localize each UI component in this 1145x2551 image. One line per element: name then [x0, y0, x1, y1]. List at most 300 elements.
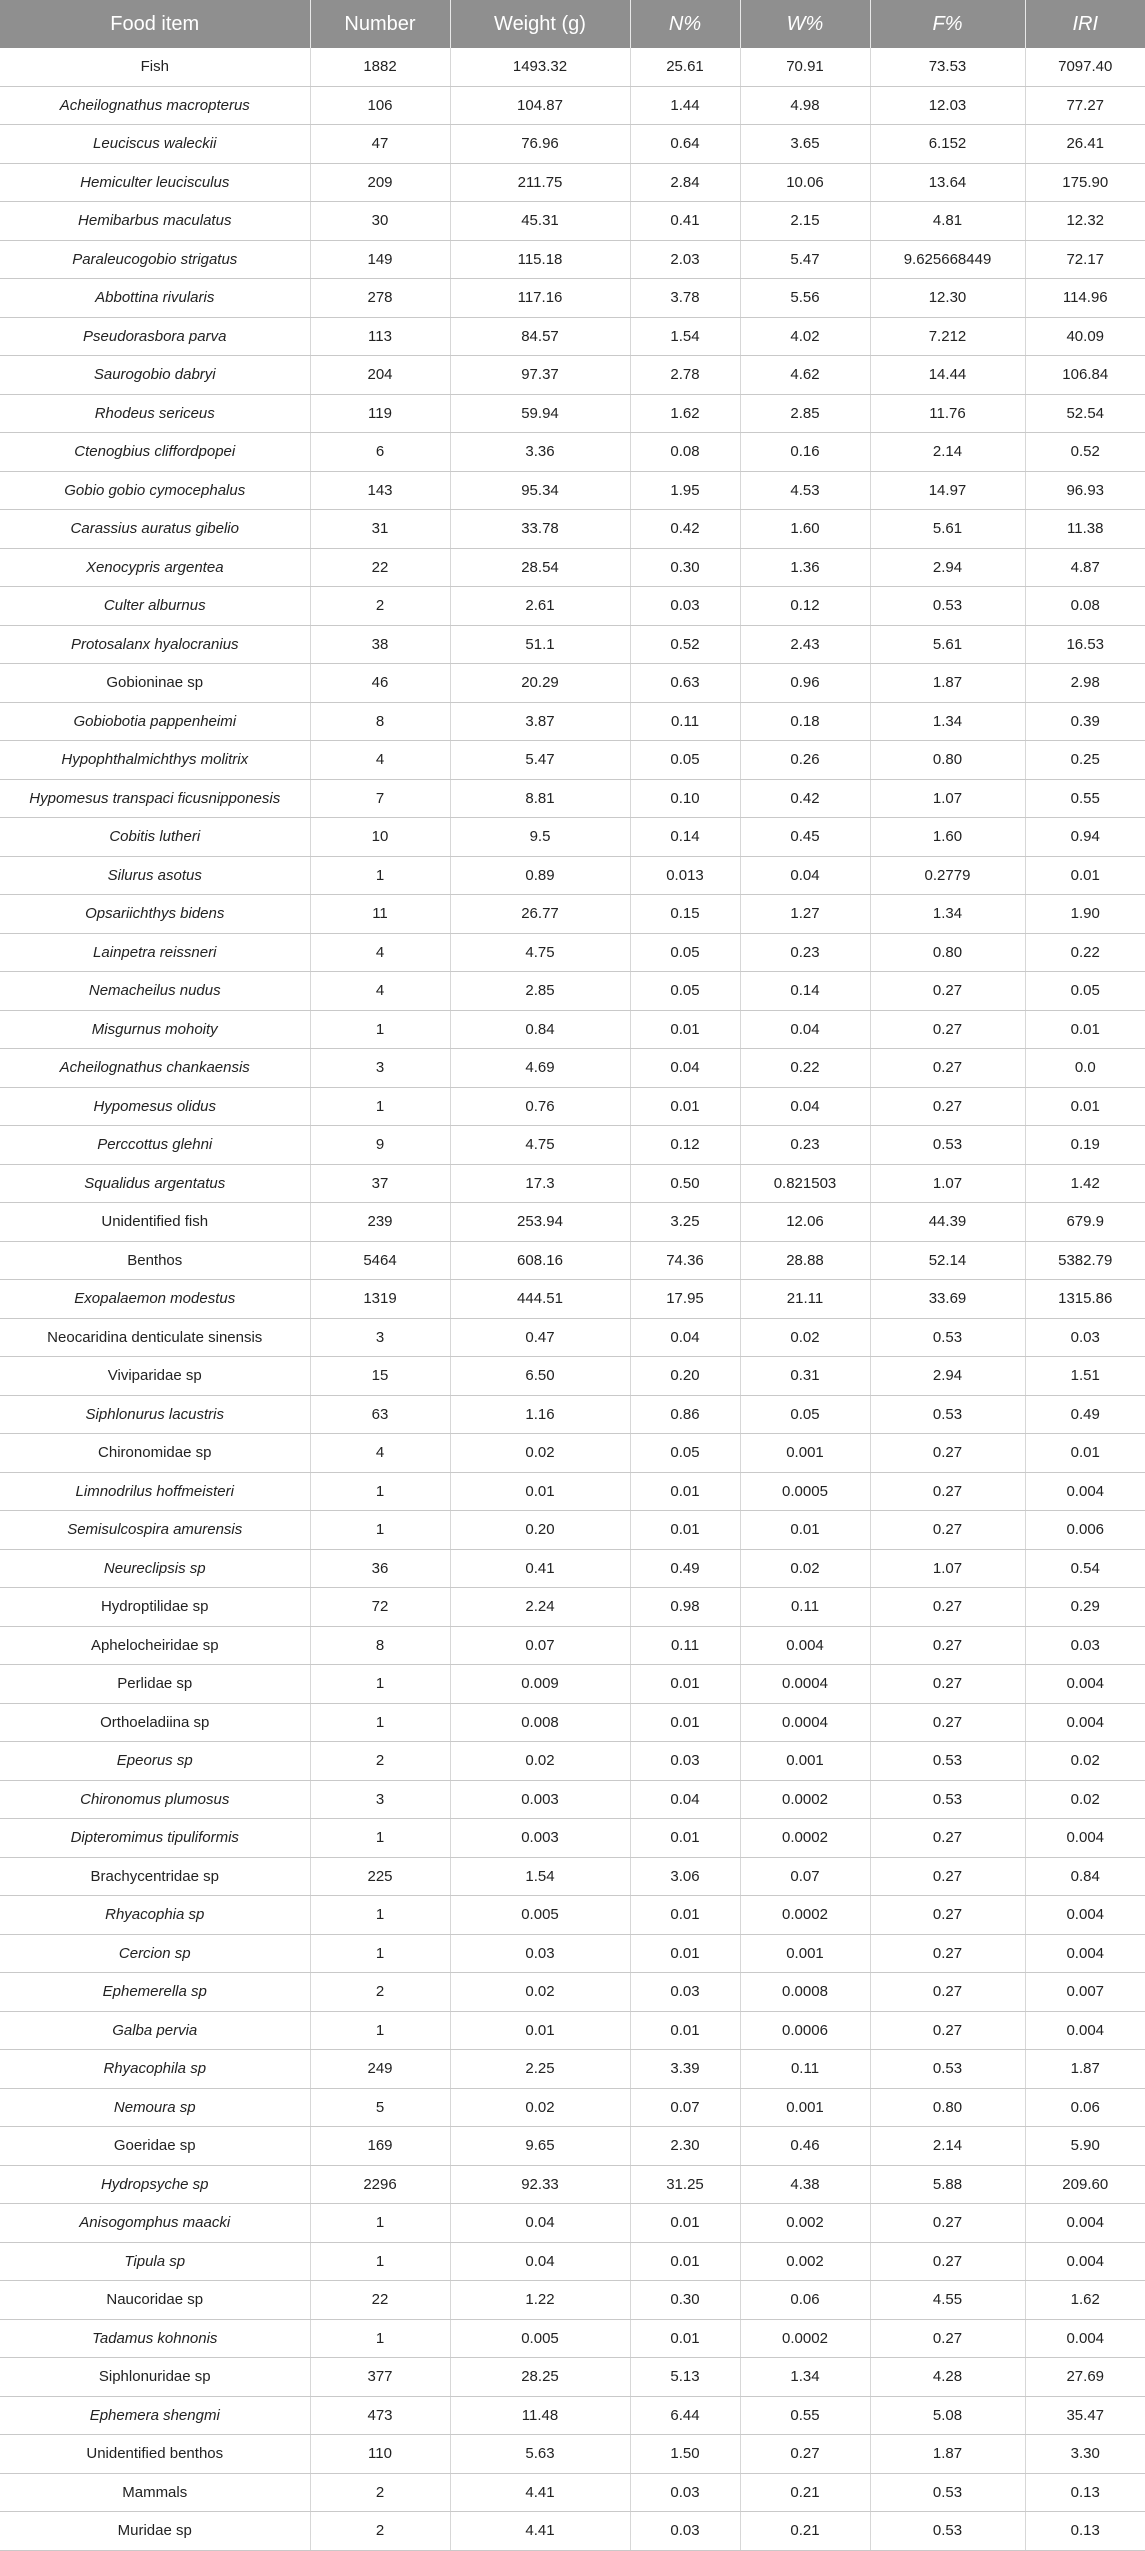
- iri-cell: 1.62: [1025, 2281, 1145, 2320]
- f-percent-cell: 1.87: [870, 2435, 1025, 2474]
- number-cell: 3: [310, 1318, 450, 1357]
- food-item-cell: Unidentified fish: [0, 1203, 310, 1242]
- table-row: [0, 664, 1145, 703]
- f-percent-cell: 0.27: [870, 1665, 1025, 1704]
- iri-cell: 26.41: [1025, 125, 1145, 164]
- f-percent-cell: 0.27: [870, 1626, 1025, 1665]
- n-percent-cell: 6.44: [630, 2396, 740, 2435]
- f-percent-cell: 5.61: [870, 510, 1025, 549]
- w-percent-cell: 0.12: [740, 587, 870, 626]
- w-percent-cell: 4.98: [740, 86, 870, 125]
- n-percent-cell: 0.11: [630, 702, 740, 741]
- number-cell: 209: [310, 163, 450, 202]
- w-percent-cell: 28.88: [740, 1241, 870, 1280]
- f-percent-cell: 12.03: [870, 86, 1025, 125]
- food-item-cell: Siphlonuridae sp: [0, 2358, 310, 2397]
- n-percent-cell: 0.03: [630, 587, 740, 626]
- food-item-cell: Pseudorasbora parva: [0, 317, 310, 356]
- f-percent-cell: 1.34: [870, 702, 1025, 741]
- n-percent-cell: 0.08: [630, 433, 740, 472]
- table-row: [0, 2435, 1145, 2474]
- weight-cell: 1.22: [450, 2281, 630, 2320]
- number-cell: 204: [310, 356, 450, 395]
- number-cell: 2: [310, 2512, 450, 2551]
- weight-cell: 2.85: [450, 972, 630, 1011]
- table-row: [0, 1357, 1145, 1396]
- table-row: [0, 1126, 1145, 1165]
- f-percent-cell: 2.94: [870, 1357, 1025, 1396]
- food-item-cell: Naucoridae sp: [0, 2281, 310, 2320]
- w-percent-cell: 0.21: [740, 2473, 870, 2512]
- n-percent-cell: 0.01: [630, 1665, 740, 1704]
- number-cell: 1: [310, 2319, 450, 2358]
- food-item-cell: Epeorus sp: [0, 1742, 310, 1781]
- table-row: [0, 1665, 1145, 1704]
- iri-cell: 16.53: [1025, 625, 1145, 664]
- weight-cell: 0.84: [450, 1010, 630, 1049]
- f-percent-cell: 52.14: [870, 1241, 1025, 1280]
- iri-cell: 96.93: [1025, 471, 1145, 510]
- n-percent-cell: 0.01: [630, 1010, 740, 1049]
- iri-cell: 0.006: [1025, 1511, 1145, 1550]
- number-cell: 169: [310, 2127, 450, 2166]
- iri-cell: 0.004: [1025, 1472, 1145, 1511]
- w-percent-cell: 0.02: [740, 1549, 870, 1588]
- n-percent-cell: 1.50: [630, 2435, 740, 2474]
- header-food-item: Food item: [0, 0, 310, 48]
- table-row: [0, 1511, 1145, 1550]
- header-iri: IRI: [1025, 0, 1145, 48]
- number-cell: 8: [310, 1626, 450, 1665]
- weight-cell: 51.1: [450, 625, 630, 664]
- w-percent-cell: 0.0004: [740, 1703, 870, 1742]
- weight-cell: 0.02: [450, 1742, 630, 1781]
- food-item-cell: Cercion sp: [0, 1934, 310, 1973]
- table-row: [0, 163, 1145, 202]
- iri-cell: 0.55: [1025, 779, 1145, 818]
- n-percent-cell: 0.15: [630, 895, 740, 934]
- food-item-cell: Ephemerella sp: [0, 1973, 310, 2012]
- iri-cell: 0.06: [1025, 2088, 1145, 2127]
- f-percent-cell: 0.27: [870, 1973, 1025, 2012]
- w-percent-cell: 1.27: [740, 895, 870, 934]
- f-percent-cell: 7.212: [870, 317, 1025, 356]
- weight-cell: 2.24: [450, 1588, 630, 1627]
- header-row: [0, 0, 1145, 48]
- iri-cell: 0.004: [1025, 1896, 1145, 1935]
- table-row: [0, 2204, 1145, 2243]
- table-row: [0, 1395, 1145, 1434]
- iri-cell: 0.004: [1025, 1819, 1145, 1858]
- n-percent-cell: 5.13: [630, 2358, 740, 2397]
- number-cell: 149: [310, 240, 450, 279]
- weight-cell: 0.005: [450, 1896, 630, 1935]
- food-item-cell: Opsariichthys bidens: [0, 895, 310, 934]
- table-row: [0, 779, 1145, 818]
- w-percent-cell: 0.42: [740, 779, 870, 818]
- number-cell: 4: [310, 741, 450, 780]
- f-percent-cell: 0.27: [870, 1434, 1025, 1473]
- weight-cell: 17.3: [450, 1164, 630, 1203]
- w-percent-cell: 0.31: [740, 1357, 870, 1396]
- weight-cell: 104.87: [450, 86, 630, 125]
- f-percent-cell: 0.53: [870, 1126, 1025, 1165]
- n-percent-cell: 0.41: [630, 202, 740, 241]
- iri-cell: 1.90: [1025, 895, 1145, 934]
- number-cell: 8: [310, 702, 450, 741]
- table-row: [0, 1857, 1145, 1896]
- iri-cell: 77.27: [1025, 86, 1145, 125]
- number-cell: 9: [310, 1126, 450, 1165]
- w-percent-cell: 1.60: [740, 510, 870, 549]
- n-percent-cell: 0.01: [630, 1896, 740, 1935]
- food-item-cell: Ephemera shengmi: [0, 2396, 310, 2435]
- w-percent-cell: 0.001: [740, 1742, 870, 1781]
- weight-cell: 608.16: [450, 1241, 630, 1280]
- table-row: [0, 2011, 1145, 2050]
- food-item-cell: Perlidae sp: [0, 1665, 310, 1704]
- w-percent-cell: 0.22: [740, 1049, 870, 1088]
- weight-cell: 0.41: [450, 1549, 630, 1588]
- header-w-percent: W%: [740, 0, 870, 48]
- header-f-percent: F%: [870, 0, 1025, 48]
- f-percent-cell: 6.152: [870, 125, 1025, 164]
- w-percent-cell: 0.06: [740, 2281, 870, 2320]
- table-body: [0, 48, 1145, 2550]
- n-percent-cell: 0.07: [630, 2088, 740, 2127]
- table-row: [0, 1241, 1145, 1280]
- w-percent-cell: 0.001: [740, 2088, 870, 2127]
- n-percent-cell: 0.49: [630, 1549, 740, 1588]
- iri-cell: 0.25: [1025, 741, 1145, 780]
- number-cell: 106: [310, 86, 450, 125]
- n-percent-cell: 1.44: [630, 86, 740, 125]
- food-item-cell: Fish: [0, 48, 310, 86]
- n-percent-cell: 0.013: [630, 856, 740, 895]
- weight-cell: 0.003: [450, 1819, 630, 1858]
- f-percent-cell: 1.07: [870, 1549, 1025, 1588]
- table-row: [0, 48, 1145, 86]
- n-percent-cell: 31.25: [630, 2165, 740, 2204]
- weight-cell: 211.75: [450, 163, 630, 202]
- w-percent-cell: 0.004: [740, 1626, 870, 1665]
- w-percent-cell: 0.45: [740, 818, 870, 857]
- table-row: [0, 1588, 1145, 1627]
- iri-cell: 1.42: [1025, 1164, 1145, 1203]
- number-cell: 2: [310, 1742, 450, 1781]
- w-percent-cell: 5.47: [740, 240, 870, 279]
- f-percent-cell: 0.27: [870, 1819, 1025, 1858]
- iri-cell: 12.32: [1025, 202, 1145, 241]
- food-item-cell: Hypomesus olidus: [0, 1087, 310, 1126]
- number-cell: 4: [310, 972, 450, 1011]
- n-percent-cell: 0.01: [630, 2011, 740, 2050]
- n-percent-cell: 1.95: [630, 471, 740, 510]
- iri-cell: 52.54: [1025, 394, 1145, 433]
- weight-cell: 5.47: [450, 741, 630, 780]
- f-percent-cell: 0.53: [870, 2050, 1025, 2089]
- table-row: [0, 895, 1145, 934]
- n-percent-cell: 0.04: [630, 1780, 740, 1819]
- f-percent-cell: 0.27: [870, 2011, 1025, 2050]
- w-percent-cell: 0.55: [740, 2396, 870, 2435]
- weight-cell: 1.54: [450, 1857, 630, 1896]
- n-percent-cell: 0.04: [630, 1049, 740, 1088]
- number-cell: 11: [310, 895, 450, 934]
- weight-cell: 28.54: [450, 548, 630, 587]
- f-percent-cell: 0.53: [870, 1742, 1025, 1781]
- iri-cell: 0.05: [1025, 972, 1145, 1011]
- w-percent-cell: 0.0006: [740, 2011, 870, 2050]
- weight-cell: 76.96: [450, 125, 630, 164]
- number-cell: 63: [310, 1395, 450, 1434]
- iri-cell: 0.03: [1025, 1626, 1145, 1665]
- w-percent-cell: 0.04: [740, 1087, 870, 1126]
- n-percent-cell: 3.39: [630, 2050, 740, 2089]
- table-row: [0, 972, 1145, 1011]
- food-item-cell: Nemoura sp: [0, 2088, 310, 2127]
- weight-cell: 9.65: [450, 2127, 630, 2166]
- weight-cell: 8.81: [450, 779, 630, 818]
- f-percent-cell: 9.625668449: [870, 240, 1025, 279]
- number-cell: 2: [310, 2473, 450, 2512]
- n-percent-cell: 1.54: [630, 317, 740, 356]
- f-percent-cell: 0.53: [870, 2473, 1025, 2512]
- weight-cell: 0.03: [450, 1934, 630, 1973]
- f-percent-cell: 2.14: [870, 433, 1025, 472]
- table-row: [0, 125, 1145, 164]
- iri-cell: 0.01: [1025, 1010, 1145, 1049]
- f-percent-cell: 0.27: [870, 1010, 1025, 1049]
- table-row: [0, 2281, 1145, 2320]
- w-percent-cell: 0.11: [740, 1588, 870, 1627]
- number-cell: 1: [310, 1665, 450, 1704]
- food-item-cell: Mammals: [0, 2473, 310, 2512]
- number-cell: 1: [310, 1703, 450, 1742]
- weight-cell: 4.41: [450, 2512, 630, 2551]
- table-row: [0, 702, 1145, 741]
- weight-cell: 84.57: [450, 317, 630, 356]
- iri-cell: 0.01: [1025, 1087, 1145, 1126]
- f-percent-cell: 0.2779: [870, 856, 1025, 895]
- weight-cell: 253.94: [450, 1203, 630, 1242]
- w-percent-cell: 0.01: [740, 1511, 870, 1550]
- w-percent-cell: 0.0005: [740, 1472, 870, 1511]
- f-percent-cell: 0.27: [870, 1857, 1025, 1896]
- n-percent-cell: 0.64: [630, 125, 740, 164]
- weight-cell: 0.07: [450, 1626, 630, 1665]
- food-item-cell: Hydropsyche sp: [0, 2165, 310, 2204]
- food-item-cell: Semisulcospira amurensis: [0, 1511, 310, 1550]
- number-cell: 10: [310, 818, 450, 857]
- table-row: [0, 394, 1145, 433]
- food-item-cell: Nemacheilus nudus: [0, 972, 310, 1011]
- number-cell: 1319: [310, 1280, 450, 1319]
- weight-cell: 1493.32: [450, 48, 630, 86]
- table-row: [0, 587, 1145, 626]
- weight-cell: 2.61: [450, 587, 630, 626]
- number-cell: 110: [310, 2435, 450, 2474]
- n-percent-cell: 0.01: [630, 1511, 740, 1550]
- f-percent-cell: 4.55: [870, 2281, 1025, 2320]
- number-cell: 15: [310, 1357, 450, 1396]
- n-percent-cell: 0.42: [630, 510, 740, 549]
- food-item-cell: Perccottus glehni: [0, 1126, 310, 1165]
- number-cell: 1: [310, 856, 450, 895]
- f-percent-cell: 2.14: [870, 2127, 1025, 2166]
- iri-cell: 3.30: [1025, 2435, 1145, 2474]
- food-item-cell: Chironomus plumosus: [0, 1780, 310, 1819]
- iri-cell: 1.51: [1025, 1357, 1145, 1396]
- food-item-cell: Tadamus kohnonis: [0, 2319, 310, 2358]
- w-percent-cell: 0.001: [740, 1434, 870, 1473]
- iri-cell: 0.0: [1025, 1049, 1145, 1088]
- food-item-cell: Galba pervia: [0, 2011, 310, 2050]
- weight-cell: 4.41: [450, 2473, 630, 2512]
- w-percent-cell: 0.0008: [740, 1973, 870, 2012]
- weight-cell: 3.36: [450, 433, 630, 472]
- number-cell: 4: [310, 933, 450, 972]
- f-percent-cell: 33.69: [870, 1280, 1025, 1319]
- f-percent-cell: 0.27: [870, 2204, 1025, 2243]
- weight-cell: 20.29: [450, 664, 630, 703]
- food-item-cell: Culter alburnus: [0, 587, 310, 626]
- food-item-cell: Hypophthalmichthys molitrix: [0, 741, 310, 780]
- f-percent-cell: 0.27: [870, 1049, 1025, 1088]
- table-row: [0, 1626, 1145, 1665]
- iri-cell: 0.02: [1025, 1780, 1145, 1819]
- number-cell: 6: [310, 433, 450, 472]
- weight-cell: 0.04: [450, 2204, 630, 2243]
- iri-cell: 72.17: [1025, 240, 1145, 279]
- food-item-cell: Acheilognathus macropterus: [0, 86, 310, 125]
- iri-cell: 0.004: [1025, 2011, 1145, 2050]
- table-row: [0, 2165, 1145, 2204]
- weight-cell: 9.5: [450, 818, 630, 857]
- n-percent-cell: 0.86: [630, 1395, 740, 1434]
- weight-cell: 92.33: [450, 2165, 630, 2204]
- w-percent-cell: 0.001: [740, 1934, 870, 1973]
- food-item-cell: Xenocypris argentea: [0, 548, 310, 587]
- n-percent-cell: 0.01: [630, 1087, 740, 1126]
- n-percent-cell: 0.63: [630, 664, 740, 703]
- table-row: [0, 1318, 1145, 1357]
- number-cell: 377: [310, 2358, 450, 2397]
- number-cell: 1: [310, 1010, 450, 1049]
- table-row: [0, 933, 1145, 972]
- food-item-cell: Gobioninae sp: [0, 664, 310, 703]
- weight-cell: 117.16: [450, 279, 630, 318]
- food-item-cell: Siphlonurus lacustris: [0, 1395, 310, 1434]
- food-item-cell: Gobio gobio cymocephalus: [0, 471, 310, 510]
- f-percent-cell: 0.27: [870, 1934, 1025, 1973]
- number-cell: 1: [310, 1896, 450, 1935]
- number-cell: 2: [310, 1973, 450, 2012]
- f-percent-cell: 14.97: [870, 471, 1025, 510]
- number-cell: 5464: [310, 1241, 450, 1280]
- iri-cell: 0.22: [1025, 933, 1145, 972]
- food-item-cell: Leuciscus waleckii: [0, 125, 310, 164]
- n-percent-cell: 3.06: [630, 1857, 740, 1896]
- table-row: [0, 202, 1145, 241]
- w-percent-cell: 4.38: [740, 2165, 870, 2204]
- table-row: [0, 2473, 1145, 2512]
- f-percent-cell: 5.08: [870, 2396, 1025, 2435]
- weight-cell: 0.005: [450, 2319, 630, 2358]
- iri-cell: 27.69: [1025, 2358, 1145, 2397]
- food-item-cell: Ctenogbius cliffordpopei: [0, 433, 310, 472]
- iri-cell: 0.004: [1025, 1665, 1145, 1704]
- w-percent-cell: 0.27: [740, 2435, 870, 2474]
- table-row: [0, 2358, 1145, 2397]
- table-header: [0, 0, 1145, 48]
- food-item-cell: Viviparidae sp: [0, 1357, 310, 1396]
- w-percent-cell: 0.04: [740, 856, 870, 895]
- iri-cell: 0.39: [1025, 702, 1145, 741]
- number-cell: 46: [310, 664, 450, 703]
- f-percent-cell: 0.27: [870, 1087, 1025, 1126]
- number-cell: 72: [310, 1588, 450, 1627]
- iri-cell: 0.007: [1025, 1973, 1145, 2012]
- weight-cell: 26.77: [450, 895, 630, 934]
- number-cell: 3: [310, 1780, 450, 1819]
- number-cell: 1: [310, 1472, 450, 1511]
- food-item-cell: Saurogobio dabryi: [0, 356, 310, 395]
- table-row: [0, 2512, 1145, 2551]
- number-cell: 1: [310, 1819, 450, 1858]
- weight-cell: 28.25: [450, 2358, 630, 2397]
- food-item-cell: Silurus asotus: [0, 856, 310, 895]
- food-item-cell: Paraleucogobio strigatus: [0, 240, 310, 279]
- weight-cell: 6.50: [450, 1357, 630, 1396]
- weight-cell: 0.003: [450, 1780, 630, 1819]
- n-percent-cell: 2.78: [630, 356, 740, 395]
- f-percent-cell: 1.34: [870, 895, 1025, 934]
- food-item-cell: Neureclipsis sp: [0, 1549, 310, 1588]
- iri-cell: 0.94: [1025, 818, 1145, 857]
- food-item-cell: Orthoeladiina sp: [0, 1703, 310, 1742]
- weight-cell: 59.94: [450, 394, 630, 433]
- iri-cell: 106.84: [1025, 356, 1145, 395]
- n-percent-cell: 0.20: [630, 1357, 740, 1396]
- table-row: [0, 240, 1145, 279]
- weight-cell: 0.02: [450, 2088, 630, 2127]
- n-percent-cell: 3.78: [630, 279, 740, 318]
- iri-cell: 0.19: [1025, 1126, 1145, 1165]
- w-percent-cell: 0.21: [740, 2512, 870, 2551]
- food-item-cell: Limnodrilus hoffmeisteri: [0, 1472, 310, 1511]
- table-row: [0, 1164, 1145, 1203]
- iri-cell: 7097.40: [1025, 48, 1145, 86]
- n-percent-cell: 0.50: [630, 1164, 740, 1203]
- number-cell: 38: [310, 625, 450, 664]
- f-percent-cell: 0.27: [870, 1896, 1025, 1935]
- w-percent-cell: 0.05: [740, 1395, 870, 1434]
- iri-cell: 679.9: [1025, 1203, 1145, 1242]
- iri-cell: 0.004: [1025, 1703, 1145, 1742]
- iri-cell: 35.47: [1025, 2396, 1145, 2435]
- table-row: [0, 2319, 1145, 2358]
- weight-cell: 5.63: [450, 2435, 630, 2474]
- n-percent-cell: 74.36: [630, 1241, 740, 1280]
- table-row: [0, 625, 1145, 664]
- number-cell: 2: [310, 587, 450, 626]
- w-percent-cell: 4.62: [740, 356, 870, 395]
- food-item-cell: Protosalanx hyalocranius: [0, 625, 310, 664]
- n-percent-cell: 3.25: [630, 1203, 740, 1242]
- food-item-cell: Rhyacophila sp: [0, 2050, 310, 2089]
- w-percent-cell: 0.11: [740, 2050, 870, 2089]
